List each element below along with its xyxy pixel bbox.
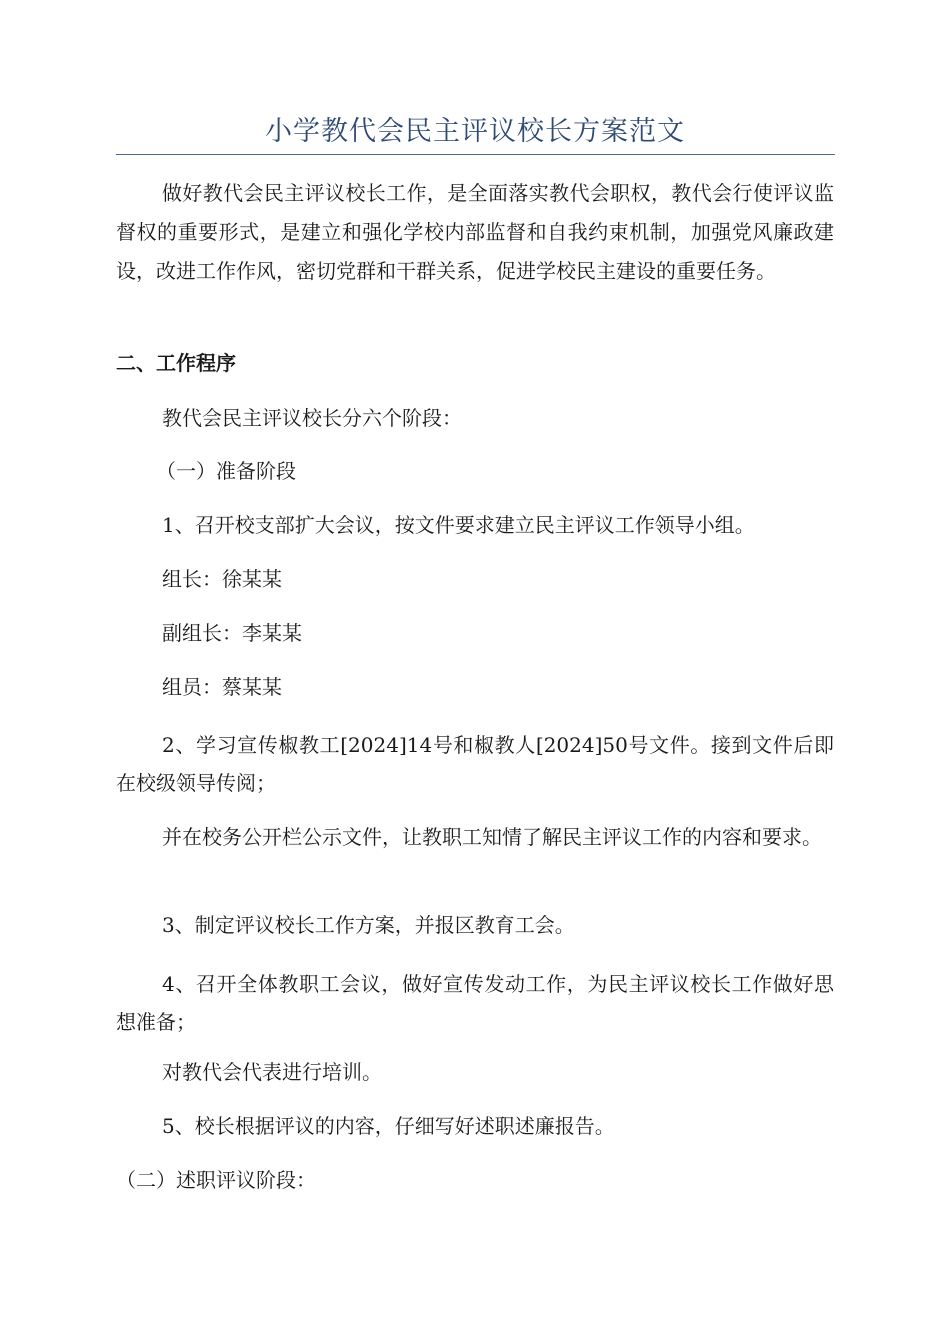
item-2: 2、学习宣传椒教工[2024]14号和椒教人[2024]50号文件。接到文件后即在校级领导传阅； (116, 733, 834, 795)
item-3: 3、制定评议校长工作方案，并报区教育工会。 (162, 913, 575, 937)
document-title: 小学教代会民主评议校长方案范文 (265, 116, 685, 147)
item-2-continued: 并在校务公开栏公示文件，让教职工知情了解民主评议工作的内容和要求。 (162, 825, 822, 849)
stages-intro: 教代会民主评议校长分六个阶段： (162, 406, 462, 430)
item-5: 5、校长根据评议的内容，仔细写好述职述廉报告。 (162, 1114, 615, 1138)
stage1-heading: （一）准备阶段 (156, 459, 296, 483)
member-line: 组员：蔡某某 (162, 675, 282, 699)
item-4-continued: 对教代会代表进行培训。 (162, 1060, 382, 1084)
stage2-heading: （二）述职评议阶段： (116, 1168, 316, 1192)
title-underline (116, 154, 835, 155)
section-heading: 二、工作程序 (116, 351, 236, 375)
deputy-leader-line: 副组长：李某某 (162, 621, 302, 645)
item-1: 1、召开校支部扩大会议，按文件要求建立民主评议工作领导小组。 (162, 513, 755, 537)
item-4: 4、召开全体教职工会议，做好宣传发动工作，为民主评议校长工作做好思想准备； (116, 972, 834, 1034)
intro-paragraph: 做好教代会民主评议校长工作，是全面落实教代会职权，教代会行使评议监督权的重要形式，是建立和强化学校内部监督和自我约束机制，加强党风廉政建设，改进工作作风，密切党群和干群关系，促进学校民主建设的重要任务。 (116, 181, 834, 283)
leader-line: 组长：徐某某 (162, 567, 282, 591)
